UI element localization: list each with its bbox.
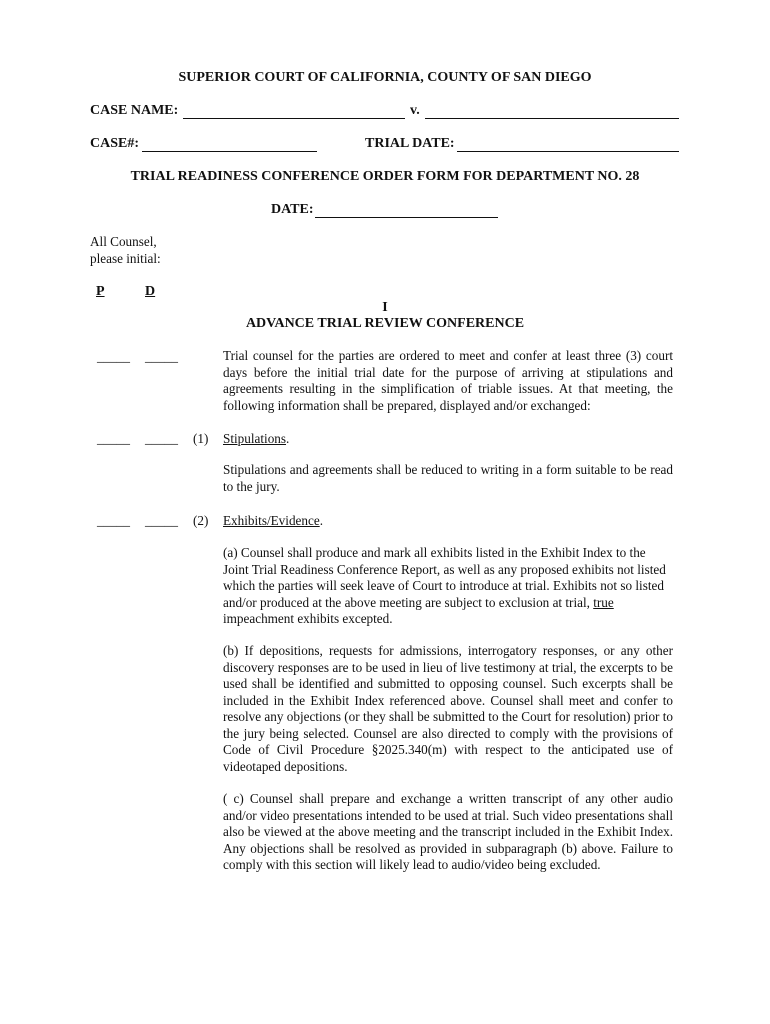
item-2-paragraph-a: [223, 545, 673, 628]
case-name-label: CASE NAME:: [90, 103, 179, 118]
item-2-heading-text: Exhibits/Evidence: [223, 513, 320, 528]
item-2-paragraph-a-text: (a) Counsel shall produce and mark all exhibits listed in the Exhibit Index to the Joint Trial Readiness Conference Report, as well as any proposed exhibits not listed which the parties will seek leave of Court to introduce at trial. Exhibits not so listed and/or produced at the above meeting are subject to exclusion at trial,: [223, 545, 666, 610]
case-name-defendant-field[interactable]: [425, 118, 679, 119]
plaintiff-initial-item-1[interactable]: _____: [97, 431, 130, 446]
court-heading: SUPERIOR COURT OF CALIFORNIA, COUNTY OF SAN DIEGO: [178, 70, 592, 85]
item-1-heading: [223, 431, 289, 447]
plaintiff-column-header: P: [96, 284, 105, 299]
form-title: TRIAL READINESS CONFERENCE ORDER FORM FOR DEPARTMENT NO. 28: [130, 169, 640, 184]
item-1-heading-period: .: [286, 431, 290, 446]
defendant-initial-item-2[interactable]: _____: [145, 513, 178, 528]
item-2-paragraph-a-end: impeachment exhibits excepted.: [223, 611, 393, 626]
defendant-initial-intro[interactable]: _____: [145, 349, 178, 364]
item-1-heading-text: Stipulations: [223, 431, 287, 446]
initials-instruction-line2: please initial:: [90, 251, 161, 266]
trial-date-label: TRIAL DATE:: [365, 136, 455, 151]
section-number: I: [382, 300, 388, 315]
plaintiff-initial-item-2[interactable]: _____: [97, 513, 130, 528]
date-label: DATE:: [271, 202, 314, 217]
defendant-initial-item-1[interactable]: _____: [145, 431, 178, 446]
trial-date-field[interactable]: [457, 151, 679, 152]
case-number-label: CASE#:: [90, 136, 140, 151]
item-2-heading-period: .: [319, 513, 323, 528]
case-name-plaintiff-field[interactable]: [183, 118, 405, 119]
intro-paragraph: Trial counsel for the parties are ordered to meet and confer at least three (3) court days before the initial trial date for the purpose of arriving at stipulations and agreements resulting in the simplification of triable issues. At that meeting, the following information shall be prepared, displayed and/or exchanged:: [223, 348, 673, 413]
item-2-heading: [223, 513, 323, 529]
defendant-column-header: D: [145, 284, 156, 299]
section-title: ADVANCE TRIAL REVIEW CONFERENCE: [245, 316, 525, 331]
item-2-paragraph-c: ( c) Counsel shall prepare and exchange a written transcript of any other audio and/or video presentations intended to be used at trial. Such video presentations shall also be viewed at the above meeting and the transcript included in the Exhibit Index. Any objections shall be resolved as provided in subparagraph (b) above. Failure to comply with this section will likely lead to audio/video being excluded.: [223, 791, 673, 872]
case-number-field[interactable]: [142, 151, 317, 152]
item-2-paragraph-b: (b) If depositions, requests for admissions, interrogatory responses, or any other discovery responses are to be used in lieu of live testimony at trial, the excerpts to be used shall be identified and submitted to opposing counsel. Such excerpts shall be included in the Exhibit Index referenced above. Counsel shall meet and confer to resolve any objections (or they shall be submitted to the Court for resolution) prior to the jury being selected. Counsel are also directed to comply with the provisions of Code of Civil Procedure §2025.340(m) with respect to the anticipated use of videotaped depositions.: [223, 643, 673, 774]
versus-label: v.: [410, 103, 420, 118]
plaintiff-initial-intro[interactable]: _____: [97, 349, 130, 364]
item-1-number: (1): [193, 431, 209, 446]
initials-instruction-line1: All Counsel,: [90, 234, 157, 249]
item-1-paragraph: Stipulations and agreements shall be reduced to writing in a form suitable to be read to the jury.: [223, 462, 673, 494]
item-2-paragraph-a-true: true: [593, 594, 614, 610]
date-field[interactable]: [315, 217, 498, 218]
item-2-number: (2): [193, 513, 209, 528]
